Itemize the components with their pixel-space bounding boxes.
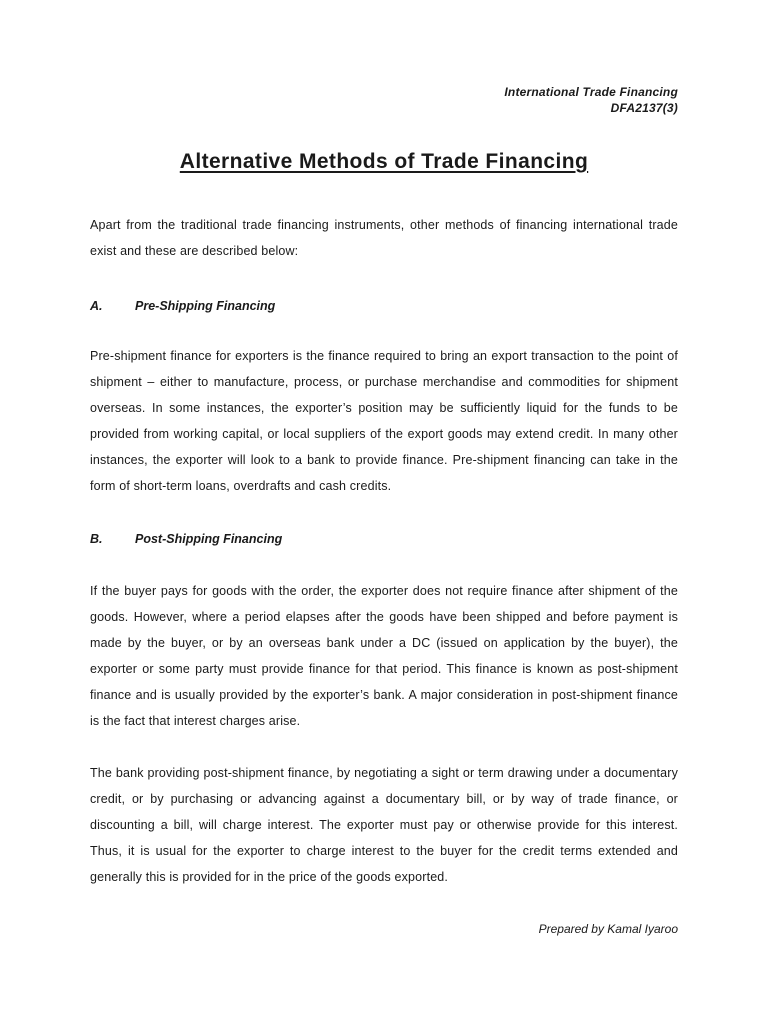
course-code: DFA2137(3) bbox=[610, 101, 678, 115]
intro-paragraph: Apart from the traditional trade financing instruments, other methods of financing international trade exist and these are described below: bbox=[90, 218, 678, 258]
section-a-heading bbox=[90, 296, 678, 316]
section-a-letter: A. bbox=[90, 299, 103, 313]
section-a-title: Pre-Shipping Financing bbox=[135, 299, 276, 313]
section-a-paragraph-1: Pre-shipment finance for exporters is the finance required to bring an export transaction to the point of shipment – either to manufacture, process, or purchase merchandise and commodities for shipment overseas. In some instances, the exporter’s position may be sufficiently liquid for the funds to be provided from working capital, or local suppliers of the export goods may extend credit. In many other instances, the exporter will look to a bank to provide finance. Pre-shipment financing can take in the form of short-term loans, overdrafts and cash credits. bbox=[90, 349, 678, 493]
section-b-title: Post-Shipping Financing bbox=[135, 532, 283, 546]
section-b-paragraph-2: The bank providing post-shipment finance, by negotiating a sight or term drawing under a documentary credit, or by purchasing or advancing against a documentary bill, or by way of trade finance, or discounting a bill, will charge interest. The exporter must pay or otherwise provide for this interest. Thus, it is usual for the exporter to charge interest to the buyer for the credit terms extended and generally this is provided for in the price of the goods exported. bbox=[90, 766, 678, 884]
section-b-paragraph-1: If the buyer pays for goods with the order, the exporter does not require finance after shipment of the goods. However, where a period elapses after the goods have been shipped and before payment is made by the buyer, or by an overseas bank under a DC (issued on application by the buyer), the exporter or some party must provide finance for that period. This finance is known as post-shipment finance and is usually provided by the exporter’s bank. A major consideration in post-shipment finance is the fact that interest charges arise. bbox=[90, 584, 678, 728]
document-title: Alternative Methods of Trade Financing bbox=[179, 150, 589, 173]
document-title-container bbox=[0, 148, 768, 176]
course-name: International Trade Financing bbox=[504, 85, 678, 99]
section-b-heading bbox=[90, 529, 678, 549]
section-b-letter: B. bbox=[90, 532, 103, 546]
document-footer: Prepared by Kamal Iyaroo bbox=[538, 922, 678, 936]
document-header bbox=[504, 84, 678, 116]
